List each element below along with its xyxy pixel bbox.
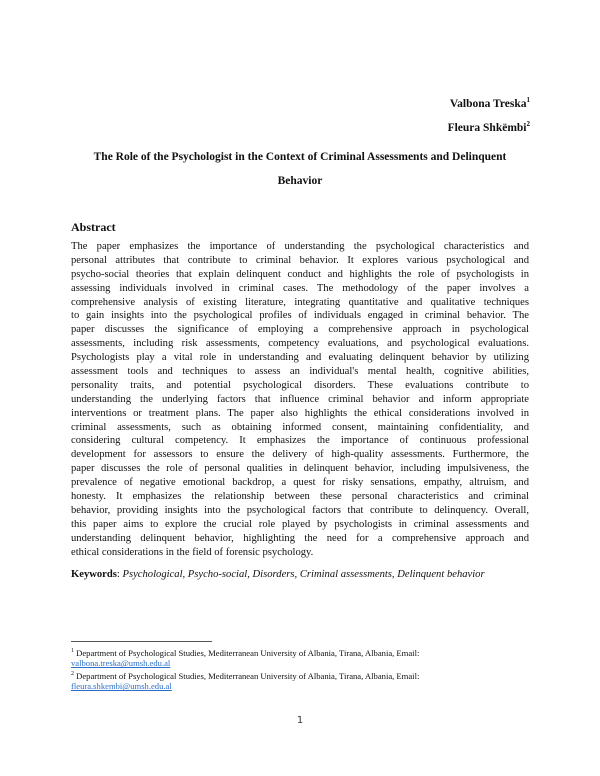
footnote-mark: 1: [71, 648, 74, 654]
footnote-mark: 1: [526, 96, 530, 104]
footnote-mark: 2: [526, 120, 530, 128]
author-name: Fleura Shkëmbi: [447, 121, 527, 134]
abstract-line: considering cultural competency. It emphasizes the importance of continuous professional: [71, 435, 529, 447]
author-2: [448, 120, 530, 134]
abstract-line: understanding the underlying factors that influence criminal behavior and inform appropriate: [71, 393, 529, 405]
abstract-line: this paper aims to explore the crucial role played by psychologists in criminal assessments and: [71, 518, 529, 530]
footnote-text: Department of Psychological Studies, Mediterranean University of Albania, Tirana, Albania, Email:: [74, 647, 420, 658]
author-1: [450, 96, 530, 110]
abstract-line: behavior, providing insights into the psychological factors that contribute to delinquency. Overall,: [71, 504, 529, 516]
footnote-text: Department of Psychological Studies, Mediterranean University of Albania, Tirana, Albania, Email:: [74, 670, 420, 681]
abstract-body: [71, 240, 529, 559]
abstract-line: to gain insights into the psychological profiles of individuals engaged in criminal behavior. The: [71, 310, 529, 322]
abstract-line: personality traits, and potential psychological disorders. These evaluations contribute to: [71, 379, 529, 391]
keywords-label: Keywords: [71, 569, 117, 580]
abstract-line: The paper emphasizes the importance of understanding the psychological characteristics and: [71, 241, 529, 252]
abstract-line: paper discusses the significance of employing a comprehensive approach in psychological: [71, 324, 529, 336]
abstract-heading: Abstract: [71, 220, 116, 234]
abstract-line: development for assessors to ensure the delivery of high-quality assessments. Furthermore, the: [71, 449, 529, 461]
page-number: 1: [296, 715, 304, 726]
email-link[interactable]: valbona.treska@umsh.edu.al: [71, 658, 171, 669]
footnote-1: [71, 646, 419, 669]
footnote-2: [71, 669, 419, 692]
footnote-rule: [71, 641, 212, 642]
abstract-line: Psychologists play a vital role in understanding and evaluating delinquent behavior by utilizing: [71, 352, 529, 364]
keywords-value: Psychological, Psycho-social, Disorders, Criminal assessments, Delinquent behavior: [122, 569, 485, 580]
abstract-line: understanding delinquent behavior, highlighting the need for a comprehensive approach and: [71, 532, 529, 544]
abstract-line: personal attributes that contribute to criminal behavior. It explores various psychological and: [71, 254, 529, 266]
abstract-line: comprehensive analysis of existing literature, integrating quantitative and qualitative techniques: [71, 296, 529, 308]
keywords: [71, 569, 485, 580]
abstract-line: criminal assessments, such as obtaining informed consent, maintaining confidentiality, and: [71, 421, 529, 433]
abstract-line: paper discusses the role of personal qualities in delinquent behavior, including impulsiveness, the: [71, 463, 529, 475]
paper-title: The Role of the Psychologist in the Context of Criminal Assessments and Delinquent Behavior: [93, 151, 507, 187]
abstract-line: psycho-social theories that explain delinquent conduct and highlights the role of psychologists in: [71, 268, 529, 280]
email-link[interactable]: fleura.shkembi@umsh.edu.al: [71, 681, 172, 692]
abstract-line: honesty. It emphasizes the relationship between these personal characteristics and criminal: [71, 491, 529, 503]
abstract-line: ethical considerations in the field of forensic psychology.: [71, 546, 314, 558]
footnote-mark: 2: [71, 671, 74, 677]
abstract-line: interventions or treatment plans. The paper also highlights the ethical considerations involved in: [71, 407, 529, 419]
keywords-sep: :: [116, 569, 123, 580]
abstract-line: prevalence of negative emotional backdrop, a quest for risky sensations, empathy, altruism, and: [71, 477, 529, 489]
abstract-line: assessments, including risk assessments, competency evaluations, and psychological evaluations.: [71, 338, 529, 350]
author-name: Valbona Treska: [449, 97, 527, 110]
abstract-line: assessment tools and techniques to assess an individual's mental health, cognitive abilities,: [71, 366, 529, 378]
abstract-line: assessing individuals involved in criminal cases. The methodology of the paper involves a: [71, 282, 529, 294]
